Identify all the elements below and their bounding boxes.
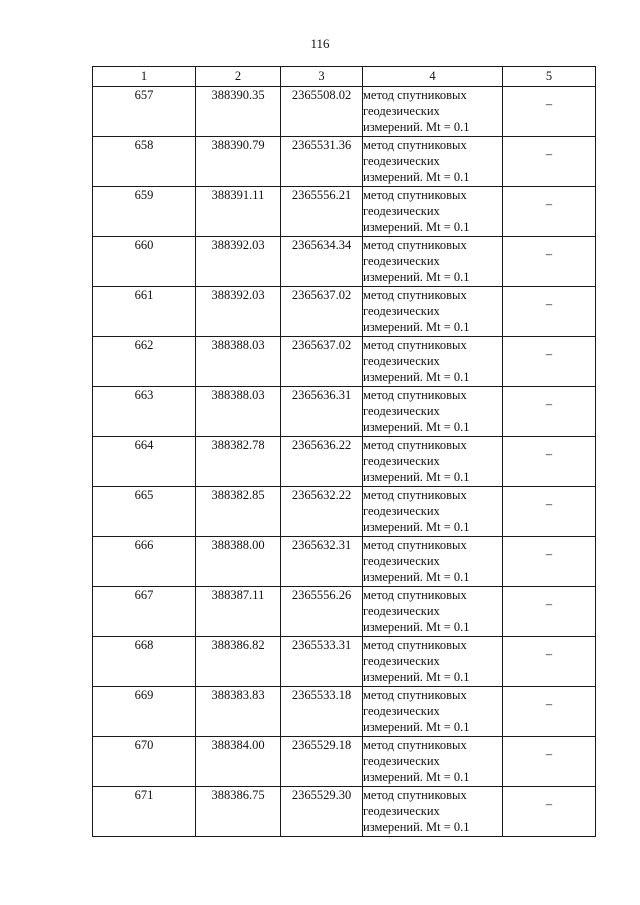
note-cell (503, 337, 596, 387)
note-dash: – (545, 797, 553, 811)
method-line: измерений. Mt = 0.1 (363, 470, 470, 484)
table-row (93, 537, 596, 587)
table-body (93, 87, 596, 837)
coordinate-x-cell: 388388.00 (196, 537, 281, 587)
method-cell (363, 437, 503, 487)
coordinate-x-cell: 388382.85 (196, 487, 281, 537)
method-line: метод спутниковых (363, 88, 467, 102)
note-cell (503, 237, 596, 287)
coordinate-y-cell: 2365508.02 (281, 87, 363, 137)
method-line: геодезических (363, 404, 440, 418)
coordinate-x-cell: 388386.75 (196, 787, 281, 837)
method-line: измерений. Mt = 0.1 (363, 820, 470, 834)
method-cell (363, 587, 503, 637)
note-cell (503, 137, 596, 187)
coordinate-x-cell: 388388.03 (196, 337, 281, 387)
note-cell (503, 587, 596, 637)
method-line: метод спутниковых (363, 738, 467, 752)
method-line: метод спутниковых (363, 388, 467, 402)
method-line: геодезических (363, 554, 440, 568)
method-line: метод спутниковых (363, 688, 467, 702)
coordinate-x-cell: 388392.03 (196, 287, 281, 337)
coordinate-x-cell: 388382.78 (196, 437, 281, 487)
coordinate-x-cell: 388390.79 (196, 137, 281, 187)
coordinate-y-cell: 2365637.02 (281, 337, 363, 387)
method-cell (363, 287, 503, 337)
note-cell (503, 187, 596, 237)
method-line: метод спутниковых (363, 788, 467, 802)
point-number-cell: 664 (93, 437, 196, 487)
note-dash: – (545, 447, 553, 461)
table-header-row (93, 67, 596, 87)
note-dash: – (545, 147, 553, 161)
method-line: геодезических (363, 154, 440, 168)
note-cell (503, 287, 596, 337)
note-dash: – (545, 597, 553, 611)
method-line: геодезических (363, 354, 440, 368)
method-line: измерений. Mt = 0.1 (363, 770, 470, 784)
note-dash: – (545, 197, 553, 211)
point-number-cell: 658 (93, 137, 196, 187)
coordinates-table (92, 66, 596, 837)
note-cell (503, 487, 596, 537)
table-row (93, 337, 596, 387)
method-line: метод спутниковых (363, 638, 467, 652)
method-cell (363, 337, 503, 387)
note-cell (503, 637, 596, 687)
method-cell (363, 87, 503, 137)
coordinate-y-cell: 2365556.26 (281, 587, 363, 637)
note-dash: – (545, 347, 553, 361)
table-row (93, 187, 596, 237)
coordinate-y-cell: 2365637.02 (281, 287, 363, 337)
method-cell (363, 537, 503, 587)
method-line: геодезических (363, 804, 440, 818)
coordinate-x-cell: 388387.11 (196, 587, 281, 637)
method-cell (363, 787, 503, 837)
page-number: 116 (310, 36, 330, 51)
method-line: измерений. Mt = 0.1 (363, 620, 470, 634)
note-cell (503, 87, 596, 137)
method-line: измерений. Mt = 0.1 (363, 170, 470, 184)
point-number-cell: 663 (93, 387, 196, 437)
method-line: измерений. Mt = 0.1 (363, 320, 470, 334)
header-col-1: 1 (93, 67, 196, 87)
method-line: геодезических (363, 104, 440, 118)
point-number-cell: 671 (93, 787, 196, 837)
coordinate-y-cell: 2365529.18 (281, 737, 363, 787)
note-cell (503, 437, 596, 487)
point-number-cell: 665 (93, 487, 196, 537)
point-number-cell: 659 (93, 187, 196, 237)
coordinate-x-cell: 388388.03 (196, 387, 281, 437)
method-line: измерений. Mt = 0.1 (363, 720, 470, 734)
note-cell (503, 787, 596, 837)
header-col-3: 3 (281, 67, 363, 87)
table-row (93, 237, 596, 287)
note-dash: – (545, 547, 553, 561)
point-number-cell: 662 (93, 337, 196, 387)
point-number-cell: 657 (93, 87, 196, 137)
coordinate-x-cell: 388391.11 (196, 187, 281, 237)
method-line: измерений. Mt = 0.1 (363, 570, 470, 584)
header-col-2: 2 (196, 67, 281, 87)
method-line: метод спутниковых (363, 538, 467, 552)
table-row (93, 137, 596, 187)
table-row (93, 637, 596, 687)
method-cell (363, 737, 503, 787)
table-row (93, 687, 596, 737)
coordinate-y-cell: 2365634.34 (281, 237, 363, 287)
note-cell (503, 387, 596, 437)
coordinate-y-cell: 2365636.31 (281, 387, 363, 437)
method-cell (363, 187, 503, 237)
coordinate-x-cell: 388384.00 (196, 737, 281, 787)
method-line: метод спутниковых (363, 338, 467, 352)
point-number-cell: 669 (93, 687, 196, 737)
coordinate-x-cell: 388390.35 (196, 87, 281, 137)
coordinate-y-cell: 2365529.30 (281, 787, 363, 837)
note-cell (503, 737, 596, 787)
method-line: геодезических (363, 254, 440, 268)
coordinate-y-cell: 2365533.31 (281, 637, 363, 687)
coordinate-x-cell: 388392.03 (196, 237, 281, 287)
table-row (93, 487, 596, 537)
coordinate-x-cell: 388383.83 (196, 687, 281, 737)
method-cell (363, 637, 503, 687)
method-line: метод спутниковых (363, 438, 467, 452)
note-cell (503, 687, 596, 737)
method-line: метод спутниковых (363, 238, 467, 252)
table-row (93, 87, 596, 137)
coordinate-y-cell: 2365632.22 (281, 487, 363, 537)
point-number-cell: 666 (93, 537, 196, 587)
note-dash: – (545, 297, 553, 311)
method-line: геодезических (363, 754, 440, 768)
note-dash: – (545, 747, 553, 761)
note-dash: – (545, 697, 553, 711)
note-dash: – (545, 397, 553, 411)
method-line: измерений. Mt = 0.1 (363, 270, 470, 284)
note-cell (503, 537, 596, 587)
point-number-cell: 667 (93, 587, 196, 637)
table-row (93, 737, 596, 787)
note-dash: – (545, 97, 553, 111)
header-col-4: 4 (363, 67, 503, 87)
method-line: метод спутниковых (363, 588, 467, 602)
method-cell (363, 387, 503, 437)
table-row (93, 587, 596, 637)
method-cell (363, 487, 503, 537)
method-cell (363, 137, 503, 187)
table-row (93, 287, 596, 337)
note-dash: – (545, 647, 553, 661)
coordinate-x-cell: 388386.82 (196, 637, 281, 687)
coordinate-y-cell: 2365531.36 (281, 137, 363, 187)
method-cell (363, 687, 503, 737)
point-number-cell: 668 (93, 637, 196, 687)
note-dash: – (545, 247, 553, 261)
table-row (93, 387, 596, 437)
table-row (93, 437, 596, 487)
method-line: метод спутниковых (363, 188, 467, 202)
method-line: метод спутниковых (363, 138, 467, 152)
method-line: измерений. Mt = 0.1 (363, 420, 470, 434)
coordinate-y-cell: 2365632.31 (281, 537, 363, 587)
coordinate-y-cell: 2365556.21 (281, 187, 363, 237)
header-col-5: 5 (503, 67, 596, 87)
method-line: геодезических (363, 704, 440, 718)
coordinate-y-cell: 2365636.22 (281, 437, 363, 487)
method-line: измерений. Mt = 0.1 (363, 120, 470, 134)
point-number-cell: 660 (93, 237, 196, 287)
table-row (93, 787, 596, 837)
method-line: измерений. Mt = 0.1 (363, 220, 470, 234)
method-line: геодезических (363, 654, 440, 668)
method-line: измерений. Mt = 0.1 (363, 370, 470, 384)
method-line: геодезических (363, 204, 440, 218)
coordinate-y-cell: 2365533.18 (281, 687, 363, 737)
method-cell (363, 237, 503, 287)
method-line: измерений. Mt = 0.1 (363, 670, 470, 684)
point-number-cell: 670 (93, 737, 196, 787)
method-line: геодезических (363, 454, 440, 468)
method-line: геодезических (363, 504, 440, 518)
method-line: метод спутниковых (363, 288, 467, 302)
point-number-cell: 661 (93, 287, 196, 337)
method-line: метод спутниковых (363, 488, 467, 502)
method-line: геодезических (363, 604, 440, 618)
method-line: геодезических (363, 304, 440, 318)
method-line: измерений. Mt = 0.1 (363, 520, 470, 534)
note-dash: – (545, 497, 553, 511)
